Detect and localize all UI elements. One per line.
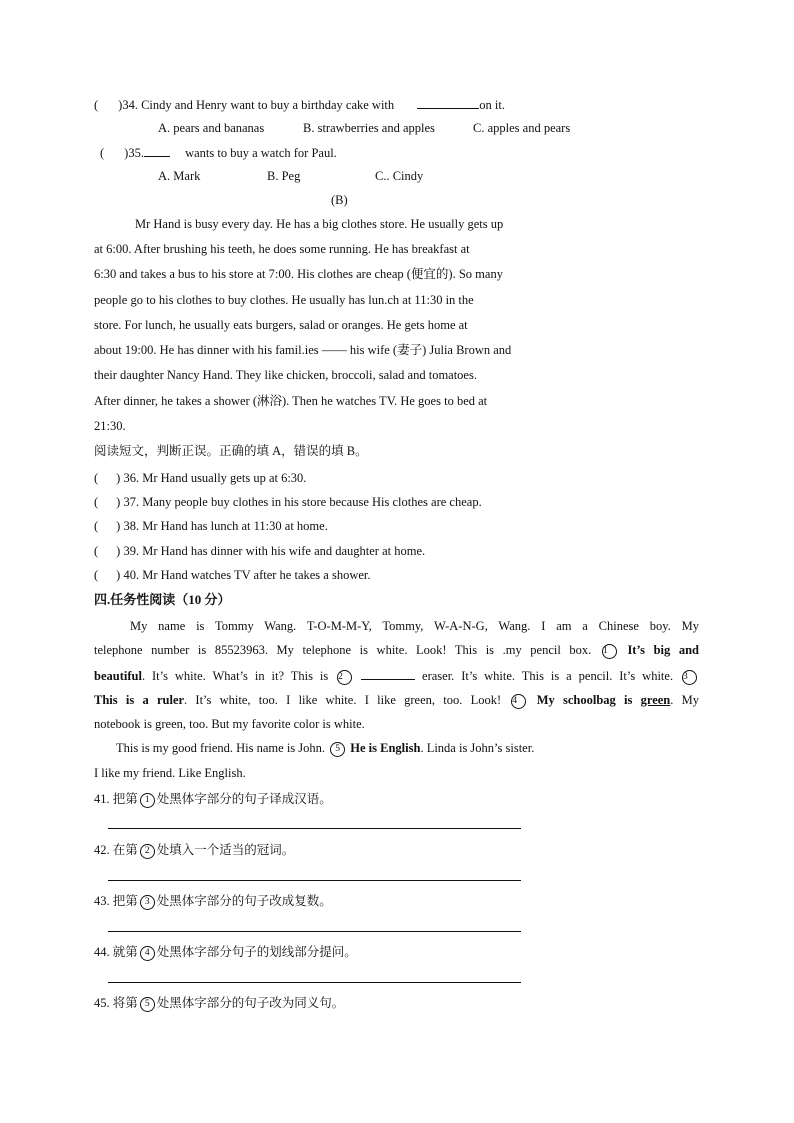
tf-item xyxy=(94,470,306,486)
bold-sentence-4: My schoolbag is xyxy=(536,693,633,707)
circled-number: 4 xyxy=(140,946,155,961)
answer-paren-close: ) xyxy=(118,98,123,112)
answer-paren-open: ( xyxy=(94,544,99,558)
answer-paren-close: ) xyxy=(116,544,121,558)
question-text: 将第 xyxy=(112,996,138,1010)
question-text: 处黑体字部分句子的划线部分提问。 xyxy=(156,945,357,959)
passage-line: notebook is green, too. But my favorite color is white. xyxy=(94,717,365,731)
passage-line: My name is Tommy Wang. T-O-M-M-Y, Tommy, W-A-N-G, Wang. I am a Chinese boy. My xyxy=(130,619,699,633)
question-43 xyxy=(94,893,332,910)
answer-paren-close: ) xyxy=(116,495,121,509)
section-b-label: (B) xyxy=(331,193,348,207)
passage-line xyxy=(94,642,699,659)
passage-line xyxy=(94,667,699,685)
option-a: A. Mark xyxy=(158,169,201,183)
text-run: . It’s white, too. I like white. I like green, too. Look! xyxy=(184,693,502,707)
text-run: This is my good friend. His name is John. xyxy=(116,741,326,755)
option-b: B. strawberries and apples xyxy=(303,121,435,135)
answer-paren-close: ) xyxy=(124,146,129,160)
answer-paren-open: ( xyxy=(94,495,99,509)
circled-number: 3 xyxy=(140,895,155,910)
question-text: wants to buy a watch for Paul. xyxy=(185,146,337,160)
answer-line[interactable] xyxy=(108,931,521,932)
circled-number: 5 xyxy=(140,997,155,1012)
tf-text: 37. Many people buy clothes in his store because His clothes are cheap. xyxy=(123,495,482,509)
text-run: . Linda is John’s sister. xyxy=(420,741,535,755)
question-number: 34. xyxy=(122,98,138,112)
question-number: 45. xyxy=(94,996,110,1010)
passage-line: people go to his clothes to buy clothes. He usually has lun.ch at 11:30 in the xyxy=(94,293,474,307)
question-35 xyxy=(100,144,337,161)
fill-blank xyxy=(361,667,415,680)
text-run: eraser. It’s white. This is a pencil. It’s white. xyxy=(422,669,674,683)
circled-number: 1 xyxy=(140,793,155,808)
circled-number-5: 5 xyxy=(330,742,345,757)
tf-text: 40. Mr Hand watches TV after he takes a shower. xyxy=(123,568,371,582)
circled-number-2: 2 xyxy=(337,670,352,685)
bold-sentence-5: He is English xyxy=(350,741,421,755)
question-text: 处黑体字部分的句子改成复数。 xyxy=(156,894,332,908)
passage-line: After dinner, he takes a shower (淋浴). Then he watches TV. He goes to bed at xyxy=(94,394,488,408)
question-text: 在第 xyxy=(112,843,138,857)
answer-paren-close: ) xyxy=(116,568,121,582)
answer-paren-close: ) xyxy=(116,471,121,485)
circled-number-1: 1 xyxy=(602,644,617,659)
question-number: 42. xyxy=(94,843,110,857)
circled-number-4: 4 xyxy=(511,694,526,709)
bold-sentence-1: It’s big and xyxy=(627,643,700,657)
question-41 xyxy=(94,791,332,808)
answer-paren-open: ( xyxy=(94,519,99,533)
passage-line xyxy=(94,692,699,709)
passage-line: store. For lunch, he usually eats burgers, salad or oranges. He gets home at xyxy=(94,318,468,332)
section-4-title: 四.任务性阅读（10 分） xyxy=(94,592,231,607)
tf-text: 39. Mr Hand has dinner with his wife and daughter at home. xyxy=(123,544,426,558)
passage-line xyxy=(116,740,534,757)
bold-sentence-3: This is a ruler xyxy=(94,693,185,707)
question-text: 处黑体字部分的句子译成汉语。 xyxy=(156,792,332,806)
answer-paren-close: ) xyxy=(116,519,121,533)
tf-text: 38. Mr Hand has lunch at 11:30 at home. xyxy=(123,519,328,533)
text-run: . My xyxy=(670,693,700,707)
answer-paren-open: ( xyxy=(94,568,99,582)
answer-paren-open: ( xyxy=(94,98,99,112)
question-number: 44. xyxy=(94,945,110,959)
option-c: C.. Cindy xyxy=(375,169,424,183)
question-text: 处黑体字部分的句子改为同义句。 xyxy=(156,996,345,1010)
passage-line: Mr Hand is busy every day. He has a big clothes store. He usually gets up xyxy=(135,217,504,231)
fill-blank xyxy=(144,144,170,157)
bold-sentence-1: beautiful xyxy=(94,669,142,683)
tf-item xyxy=(94,518,328,534)
question-34 xyxy=(94,96,505,113)
question-text: 把第 xyxy=(112,792,138,806)
question-number: 35. xyxy=(128,146,144,160)
answer-paren-open: ( xyxy=(100,146,105,160)
passage-line: at 6:00. After brushing his teeth, he does some running. He has breakfast at xyxy=(94,242,470,256)
question-42 xyxy=(94,842,294,859)
tf-text: 36. Mr Hand usually gets up at 6:30. xyxy=(123,471,307,485)
answer-line[interactable] xyxy=(108,982,521,983)
fill-blank xyxy=(417,96,479,109)
question-44 xyxy=(94,944,357,961)
question-text: 就第 xyxy=(112,945,138,959)
passage-line: about 19:00. He has dinner with his famil.ies —— his wife (妻子) Julia Brown and xyxy=(94,343,512,357)
answer-line[interactable] xyxy=(108,880,521,881)
question-text: 处填入一个适当的冠词。 xyxy=(156,843,295,857)
tf-item xyxy=(94,494,482,510)
tf-item xyxy=(94,567,371,583)
tf-item xyxy=(94,543,425,559)
underlined-word: green xyxy=(640,693,671,707)
question-text: 把第 xyxy=(112,894,138,908)
option-a: A. pears and bananas xyxy=(158,121,265,135)
question-number: 43. xyxy=(94,894,110,908)
circled-number-3: 3 xyxy=(682,670,697,685)
passage-line: 21:30. xyxy=(94,419,126,433)
text-run: telephone number is 85523963. My telephone is white. Look! This is .my pencil box. xyxy=(94,643,592,657)
question-45 xyxy=(94,995,344,1012)
option-b: B. Peg xyxy=(267,169,301,183)
question-text-end: on it. xyxy=(479,98,505,112)
option-c: C. apples and pears xyxy=(473,121,571,135)
passage-line: 6:30 and takes a bus to his store at 7:00. His clothes are cheap (便宜的). So many xyxy=(94,267,503,281)
question-number: 41. xyxy=(94,792,110,806)
passage-line: I like my friend. Like English. xyxy=(94,766,246,780)
answer-paren-open: ( xyxy=(94,471,99,485)
instruction-text: 阅读短文，判断正误。正确的填 A，错误的填 B。 xyxy=(94,444,368,458)
passage-line: their daughter Nancy Hand. They like chicken, broccoli, salad and tomatoes. xyxy=(94,368,477,382)
answer-line[interactable] xyxy=(108,828,521,829)
question-text: Cindy and Henry want to buy a birthday cake with xyxy=(141,98,395,112)
circled-number: 2 xyxy=(140,844,155,859)
text-run: . It’s white. What’s in it? This is xyxy=(141,669,329,683)
